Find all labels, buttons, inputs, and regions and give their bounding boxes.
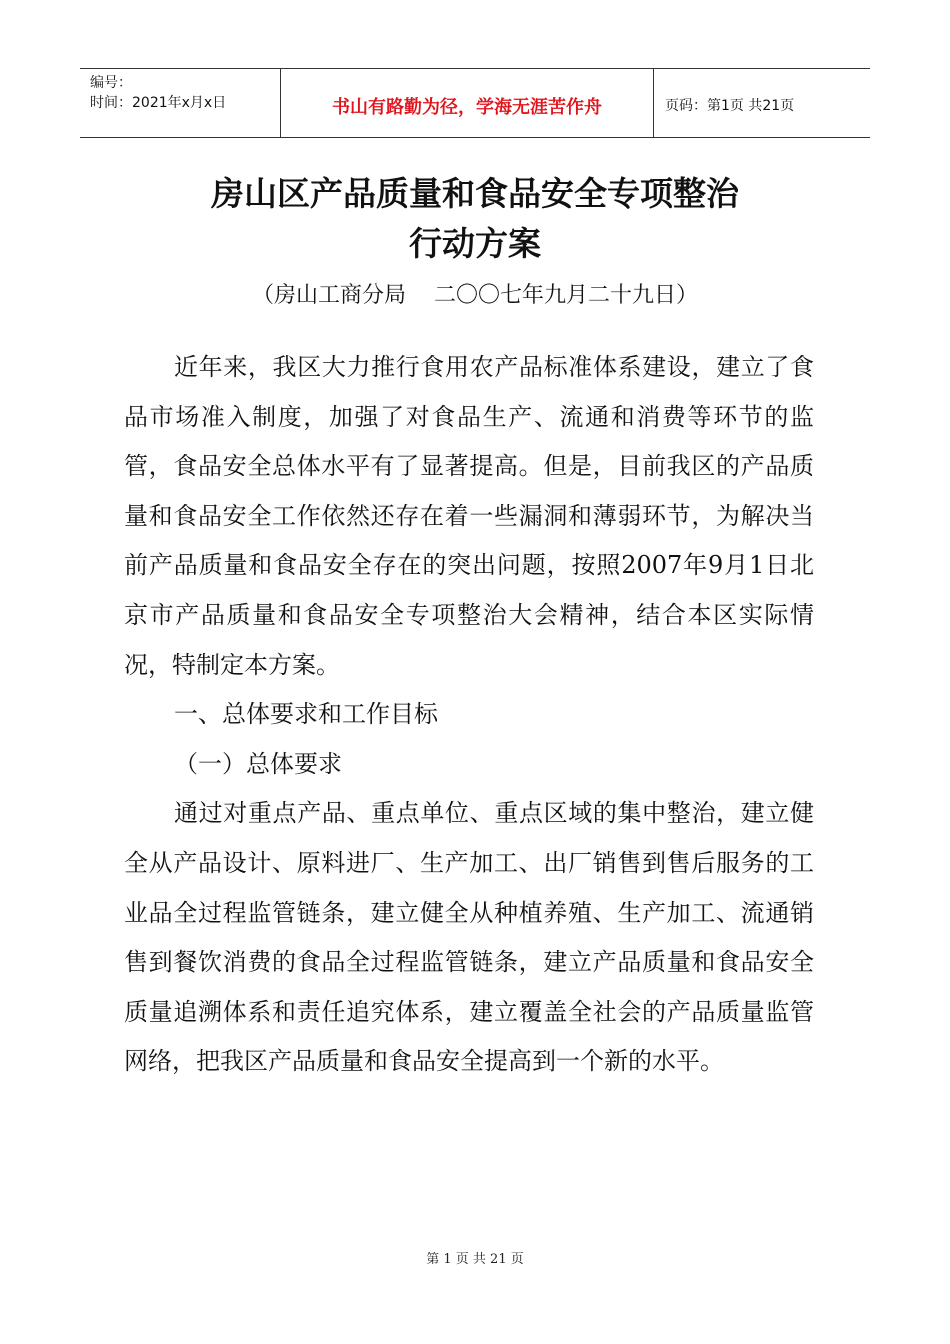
page-header: [80, 68, 870, 138]
subsection-heading-1: （一）总体要求: [174, 749, 342, 778]
header-motto: 书山有路勤为径，学海无涯苦作舟: [332, 97, 602, 118]
document-body: [124, 343, 814, 1087]
header-motto-cell: [280, 69, 654, 137]
doc-time-label: 时间：2021年x月x日: [90, 95, 227, 111]
document-title-line1: 房山区产品质量和食品安全专项整治: [211, 174, 739, 213]
document-title-line2: 行动方案: [409, 224, 541, 263]
header-info-cell: [80, 69, 280, 137]
doc-number-label: 编号：: [90, 75, 132, 91]
document-subtitle: （房山工商分局 二〇〇七年九月二十九日）: [252, 283, 698, 308]
page-footer: 第 1 页 共 21 页: [426, 1252, 524, 1267]
section-heading-1: 一、总体要求和工作目标: [174, 700, 438, 729]
header-page-cell: [653, 69, 870, 137]
header-page-label: 页码：第1页 共21页: [665, 98, 795, 114]
body-paragraph-requirements: 通过对重点产品、重点单位、重点区域的集中整治，建立健全从产品设计、原料进厂、生产加工、出厂销售到售后服务的工业品全过程监管链条，建立健全从种植养殖、生产加工、流通销售到餐饮消费的食品全过程监管链条，建立产品质量和食品安全质量追溯体系和责任追究体系，建立覆盖全社会的产品质量监管网络，把我区产品质量和食品安全提高到一个新的水平。: [124, 799, 814, 1076]
body-paragraph-intro: 近年来，我区大力推行食用农产品标准体系建设，建立了食品市场准入制度，加强了对食品生产、流通和消费等环节的监管，食品安全总体水平有了显著提高。但是，目前我区的产品质量和食品安全工作依然还存在着一些漏洞和薄弱环节，为解决当前产品质量和食品安全存在的突出问题，按照2007年9月1日北京市产品质量和食品安全专项整治大会精神，结合本区实际情况，特制定本方案。: [124, 353, 814, 679]
